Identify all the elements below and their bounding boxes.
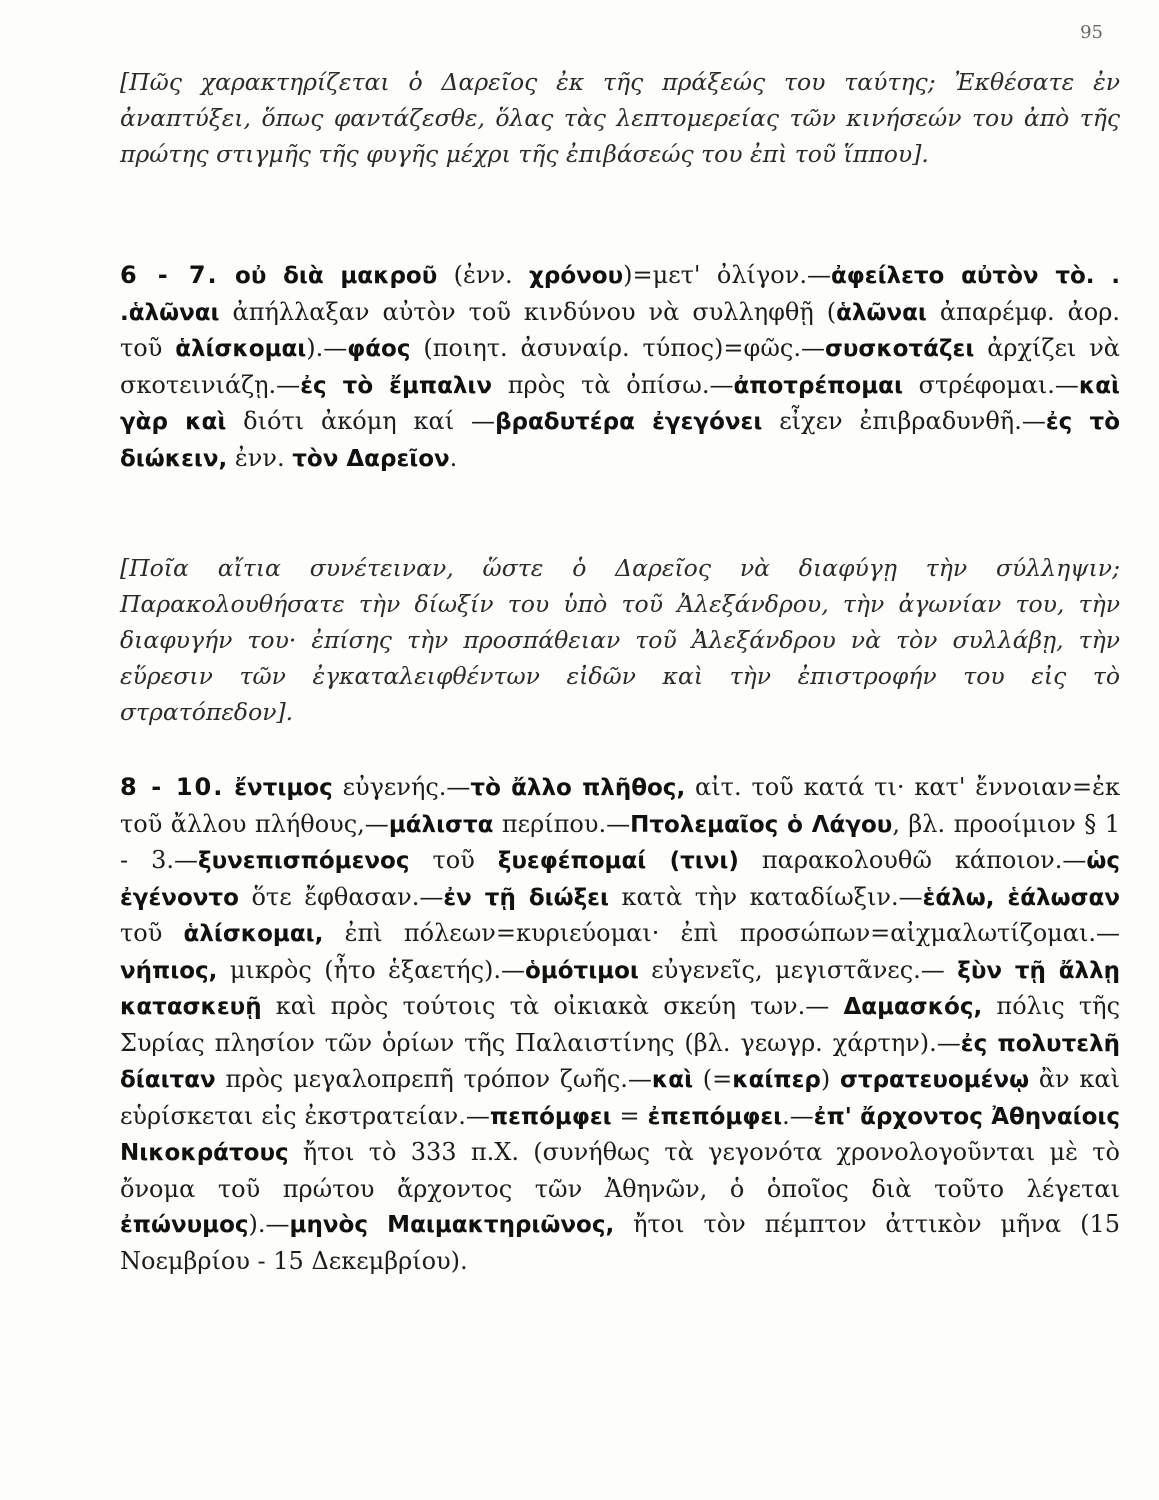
lemma: νήπιος, (120, 957, 218, 984)
lemma: ἁλῶναι (836, 299, 927, 326)
lemma: πεπόμφει (489, 1103, 612, 1130)
lemma: τὸν Δαρεῖον (292, 445, 450, 472)
lemma: στρατευομένῳ (840, 1067, 1030, 1093)
question-paragraph-1: [Πῶς χαρακτηρίζεται ὁ Δαρεῖος ἐκ τῆς πράξεώς του ταύτης; Ἐκθέσατε ἐν ἀναπτύξει, ὅπως φαντάζεσθε, ὅλας τὰς λεπτομερείας τῶν κινήσεών του ἀπὸ τῆς πρώτης στιγμῆς τῆς φυγῆς μέχρι τῆς ἐπιβάσεώς του ἐπὶ τοῦ ἵππου]. (120, 68, 1120, 168)
lemma: ἁλίσκομαι, (183, 921, 324, 947)
lemma: ἐπ' ἄρχοντος Ἀθηναίοις Νικοκράτους (120, 1103, 1120, 1166)
lemma: ἀποτρέπομαι (733, 372, 903, 399)
lemma: ὁμότιμοι (525, 957, 639, 984)
lemma: ἐπώνυμος (120, 1212, 249, 1238)
lemma: ξὺν τῇ ἄλλῃ κατασκευῇ (120, 957, 1120, 1020)
lemma: ἐπεπόμφει (647, 1103, 783, 1130)
lemma: ἑάλω, ἑάλωσαν (922, 884, 1120, 911)
lemma: ἐς τὸ ἔμπαλιν (300, 372, 493, 399)
lemma: ἐς πολυτελῆ δίαιταν (120, 1030, 1120, 1093)
lemma: καίπερ (732, 1067, 821, 1093)
lemma: ἐς τὸ διώκειν, (120, 409, 1120, 472)
lemma: Πτολεμαῖος ὁ Λάγου (630, 811, 893, 838)
lemma: καὶ (651, 1067, 694, 1093)
lemma: βραδυτέρα ἐγεγόνει (495, 409, 763, 435)
lemma: μηνὸς Μαιμακτηριῶνος, (289, 1212, 615, 1238)
lemma: τὸ ἄλλο πλῆθος, (470, 775, 686, 801)
section-reference: 8 - 10. (120, 773, 225, 801)
lemma: ὡς ἐγένοντο (120, 848, 1121, 911)
lemma: χρόνου (529, 263, 624, 289)
lemma: Δαμασκός, (843, 994, 983, 1020)
lemma: ἁλίσκομαι (175, 336, 307, 362)
lemma: φάος (347, 336, 411, 362)
lemma: ξυεφέπομαί (τινι) (497, 848, 739, 874)
lemma: ἀφείλετο αὐτὸν τὸ. . .ἁλῶναι (120, 263, 1121, 326)
question-paragraph-2: [Ποῖα αἴτια συνέτειναν, ὥστε ὁ Δαρεῖος νὰ διαφύγῃ τὴν σύλληψιν; Παρακολουθήσατε τὴν δίωξίν του ὑπὸ τοῦ Ἀλεξάνδρου, τὴν ἀγωνίαν του, τὴν διαφυγήν του· ἐπίσης τὴν προσπάθειαν τοῦ Ἀλεξάνδρου νὰ τὸν συλλάβῃ, τὴν εὕρεσιν τῶν ἐγκαταλειφθέντων εἰδῶν καὶ τὴν ἐπιστροφήν του εἰς τὸ στρατόπεδον]. (120, 554, 1120, 726)
page-number: 95 (1080, 22, 1103, 43)
lemma: οὐ διὰ μακροῦ (235, 263, 438, 289)
lemma: συσκοτάζει (824, 336, 975, 362)
lemma: ἔντιμος (234, 775, 333, 801)
lemma: καὶ γὰρ καὶ (120, 372, 1120, 435)
lemma: μάλιστα (388, 811, 494, 838)
lemma: ἐν τῇ διώξει (443, 884, 609, 911)
section-reference: 6 - 7. (120, 261, 219, 289)
lemma: ξυνεπισπόμενος (198, 848, 410, 874)
commentary-paragraph-6-7: 6 - 7. οὐ διὰ μακροῦ (ἐνν. χρόνου)=μετ' ὀλίγον.—ἀφείλετο αὐτὸν τὸ. . .ἁλῶναι ἀπήλλαξαν αὐτὸν τοῦ κινδύνου νὰ συλληφθῇ (ἁλῶναι ἀπαρέμφ. ἀορ. τοῦ ἁλίσκομαι).—φάος (ποιητ. ἀσυναίρ. τύπος)=φῶς.—συσκοτάζει ἀρχίζει νὰ σκοτεινιάζῃ.—ἐς τὸ ἔμπαλιν πρὸς τὰ ὀπίσω.—ἀποτρέπομαι στρέφομαι.—καὶ γὰρ καὶ διότι ἀκόμη καί —βραδυτέρα ἐγεγόνει εἶχεν ἐπιβραδυνθῆ.—ἐς τὸ διώκειν, ἐνν. τὸν Δαρεῖον. (120, 261, 1121, 472)
commentary-paragraph-8-10: 8 - 10. ἔντιμος εὐγενής.—τὸ ἄλλο πλῆθος, αἰτ. τοῦ κατά τι· κατ' ἔννοιαν=ἐκ τοῦ ἄλλου πλήθους,—μάλιστα περίπου.—Πτολεμαῖος ὁ Λάγου, βλ. προοίμιον § 1 - 3.—ξυνεπισπόμενος τοῦ ξυεφέπομαί (τινι) παρακολουθῶ κάποιον.—ὡς ἐγένοντο ὅτε ἔφθασαν.—ἐν τῇ διώξει κατὰ τὴν καταδίωξιν.—ἑάλω, ἑάλωσαν τοῦ ἁλίσκομαι, ἐπὶ πόλεων=κυριεύομαι· ἐπὶ προσώπων=αἰχμαλωτίζομαι.—νήπιος, μικρὸς (ἦτο ἑξαετής).—ὁμότιμοι εὐγενεῖς, μεγιστᾶνες.— ξὺν τῇ ἄλλῃ κατασκευῇ καὶ πρὸς τούτοις τὰ οἰκιακὰ σκεύη των.— Δαμασκός, πόλις τῆς Συρίας πλησίον τῶν ὁρίων τῆς Παλαιστίνης (βλ. γεωγρ. χάρτην).—ἐς πολυτελῆ δίαιταν πρὸς μεγαλοπρεπῆ τρόπον ζωῆς.—καὶ (=καίπερ) στρατευομένῳ ἂν καὶ εὑρίσκεται εἰς ἐκστρατείαν.—πεπόμφει = ἐπεπόμφει.—ἐπ' ἄρχοντος Ἀθηναίοις Νικοκράτους ἤτοι τὸ 333 π.Χ. (συνήθως τὰ γεγονότα χρονολογοῦνται μὲ τὸ ὄνομα τοῦ πρώτου ἄρχοντος τῶν Ἀθηνῶν, ὁ ὁποῖος διὰ τοῦτο λέγεται ἐπώνυμος).—μηνὸς Μαιμακτηριῶνος, ἤτοι τὸν πέμπτον ἀττικὸν μῆνα (15 Νοεμβρίου - 15 Δεκεμβρίου). (120, 773, 1121, 1275)
